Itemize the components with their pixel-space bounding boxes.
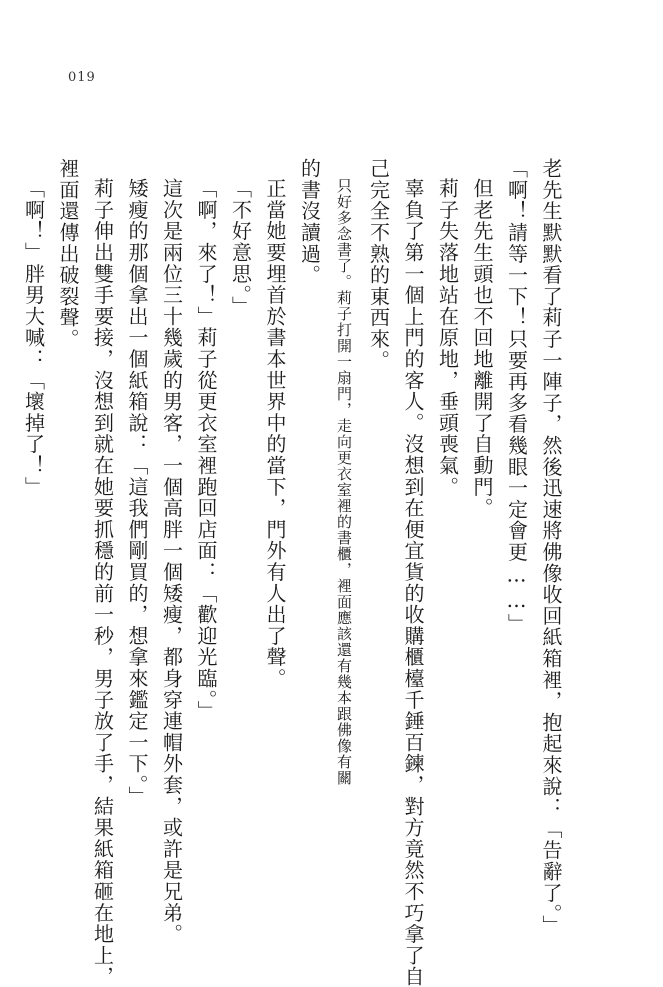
text-column: 「啊！」胖男大喊：「壞掉了！」 [21, 178, 46, 498]
text-column: 「啊！請等一下！只要再多看幾眼一定會更……」 [504, 158, 529, 635]
text-column: 但老先生頭也不回地離開了自動門。 [470, 178, 494, 519]
text-column: 的書沒讀過。 [297, 158, 322, 286]
page-number: 019 [68, 70, 96, 85]
text-column: 只好多念書了。莉子打開一扇門，走向更衣室裡的書櫃，裡面應該還有幾本跟佛像有關 [335, 178, 353, 786]
text-column: 己完全不熟的東西來。 [366, 158, 391, 371]
text-column: 這次是兩位三十幾歲的男客，一個高胖一個矮瘦，都身穿連帽外套，或許是兄弟。 [159, 178, 184, 945]
text-column: 正當她要埋首於書本世界中的當下，門外有人出了聲。 [263, 178, 287, 690]
text-column: 老先生默默看了莉子一陣子，然後迅速將佛像收回紙箱裡，抱起來說：「告辭了。」 [539, 158, 563, 937]
text-column: 莉子失落地站在原地，垂頭喪氣。 [435, 178, 460, 498]
text-column: 辜負了第一個上門的客人。沒想到在便宜貨的收購櫃檯千錘百鍊，對方竟然不巧拿了自 [401, 178, 425, 987]
text-column: 「啊，來了！」莉子從更衣室裡跑回店面：「歡迎光臨。」 [194, 178, 218, 722]
text-column: 莉子伸出雙手要接，沒想到就在她要抓穩的前一秒，男子放了手，結果紙箱砸在地上， [90, 178, 115, 987]
text-column: 矮瘦的那個拿出一個紙箱說：「這我們剛買的，想拿來鑑定一下。」 [125, 178, 149, 807]
text-column: 「不好意思。」 [228, 178, 253, 318]
text-column: 裡面還傳出破裂聲。 [56, 158, 80, 350]
